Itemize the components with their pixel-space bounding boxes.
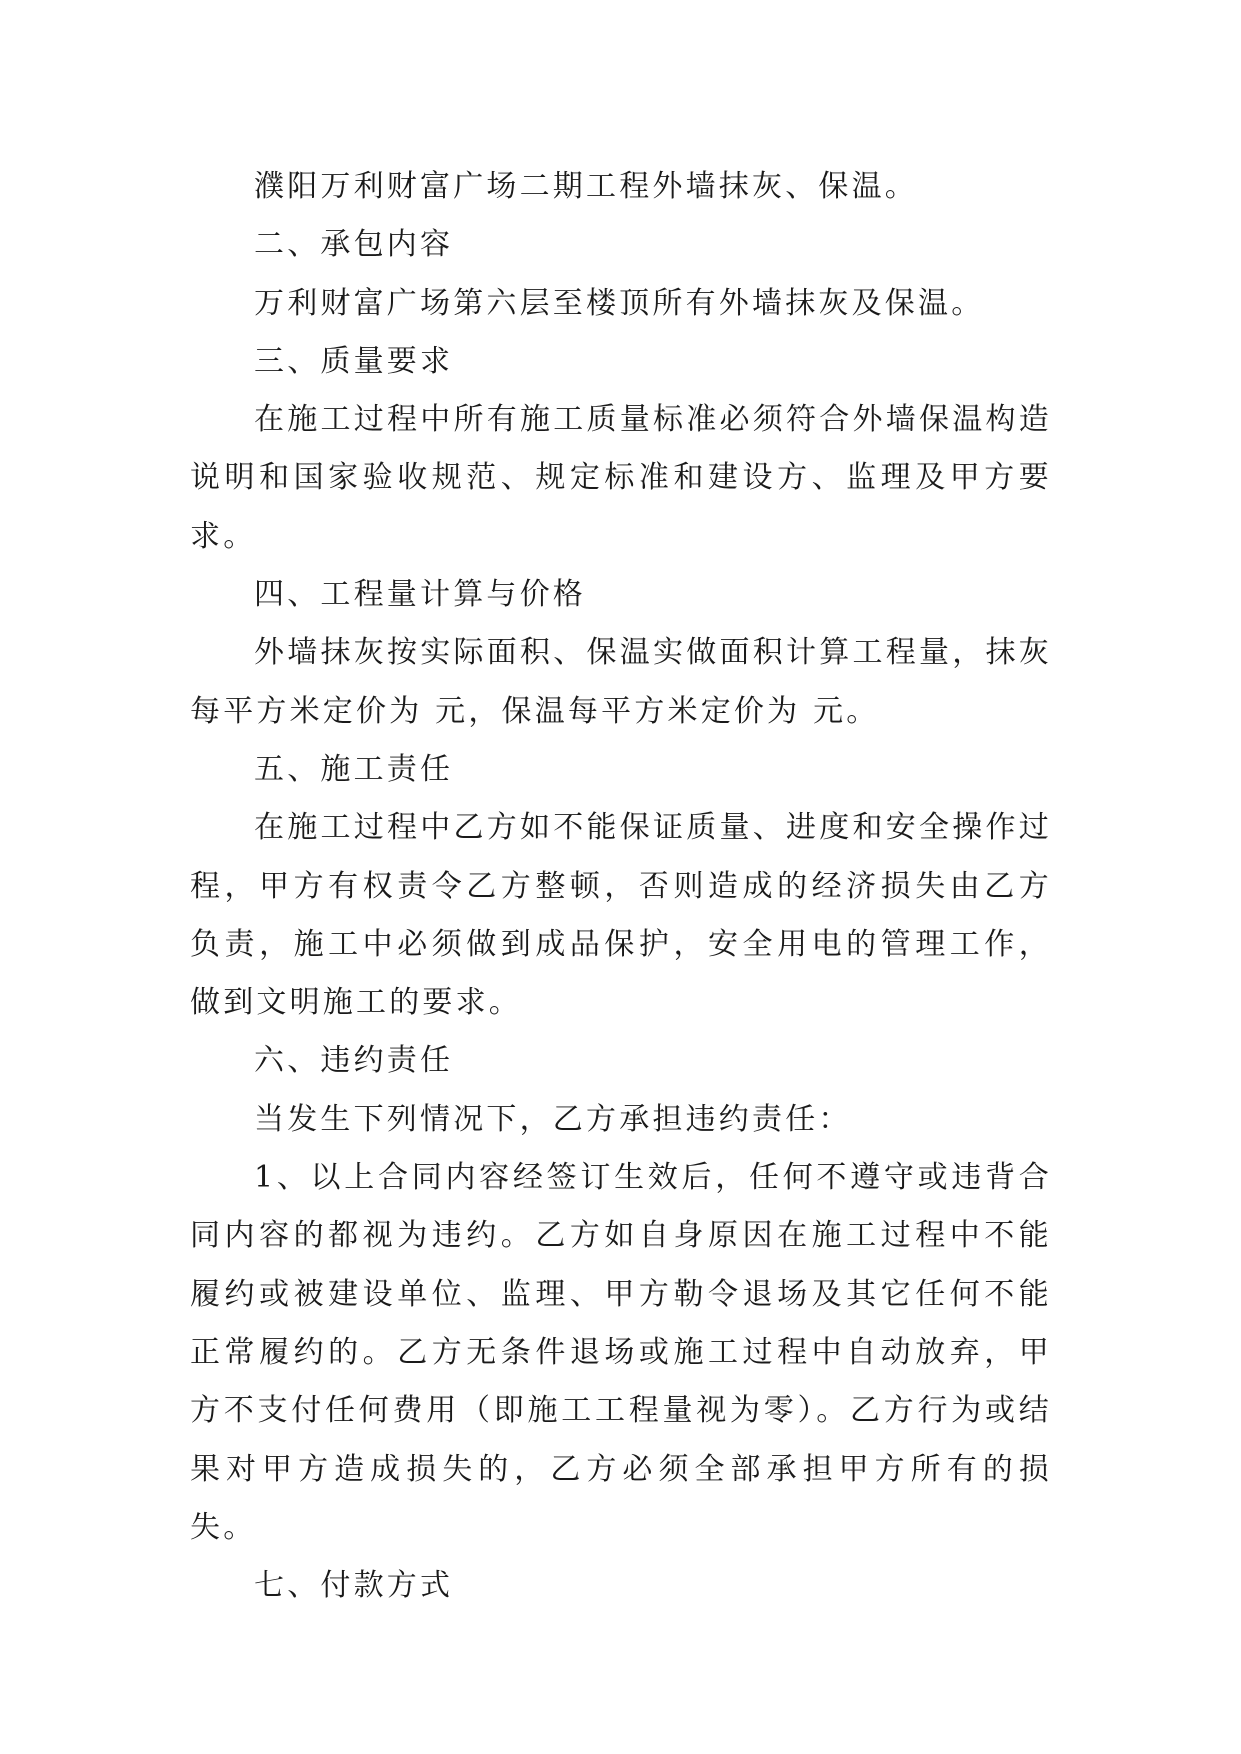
section-heading-quantity-price: 四、工程量计算与价格 — [254, 577, 586, 613]
quality-paragraph: 在施工过程中所有施工质量标准必须符合外墙保温构造说明和国家验收规范、规定标准和建设方、监理及甲方要求。 — [190, 402, 1052, 554]
breach-intro-paragraph: 当发生下列情况下，乙方承担违约责任： — [254, 1101, 852, 1137]
section-heading-contract-scope: 二、承包内容 — [254, 227, 454, 263]
document-body — [190, 158, 1052, 1615]
section-heading-construction-responsibility: 五、施工责任 — [254, 751, 454, 787]
section-heading-breach-liability: 六、违约责任 — [254, 1043, 454, 1079]
contract-scope-paragraph: 万利财富广场第六层至楼顶所有外墙抹灰及保温。 — [254, 285, 985, 321]
section-heading-quality: 三、质量要求 — [254, 343, 454, 379]
quantity-price-paragraph: 外墙抹灰按实际面积、保温实做面积计算工程量，抹灰每平方米定价为 元，保温每平方米定价为 元。 — [190, 635, 1052, 729]
section-heading-payment: 七、付款方式 — [254, 1568, 454, 1604]
breach-clause-1-paragraph: 1、以上合同内容经签订生效后，任何不遵守或违背合同内容的都视为违约。乙方如自身原因在施工过程中不能履约或被建设单位、监理、甲方勒令退场及其它任何不能正常履约的。乙方无条件退场或施工过程中自动放弃，甲方不支付任何费用（即施工工程量视为零）。乙方行为或结果对甲方造成损失的，乙方必须全部承担甲方所有的损失。 — [190, 1160, 1052, 1545]
construction-responsibility-paragraph: 在施工过程中乙方如不能保证质量、进度和安全操作过程，甲方有权责令乙方整顿，否则造成的经济损失由乙方负责，施工中必须做到成品保护，安全用电的管理工作，做到文明施工的要求。 — [190, 810, 1052, 1021]
project-name-paragraph: 濮阳万利财富广场二期工程外墙抹灰、保温。 — [254, 169, 918, 204]
